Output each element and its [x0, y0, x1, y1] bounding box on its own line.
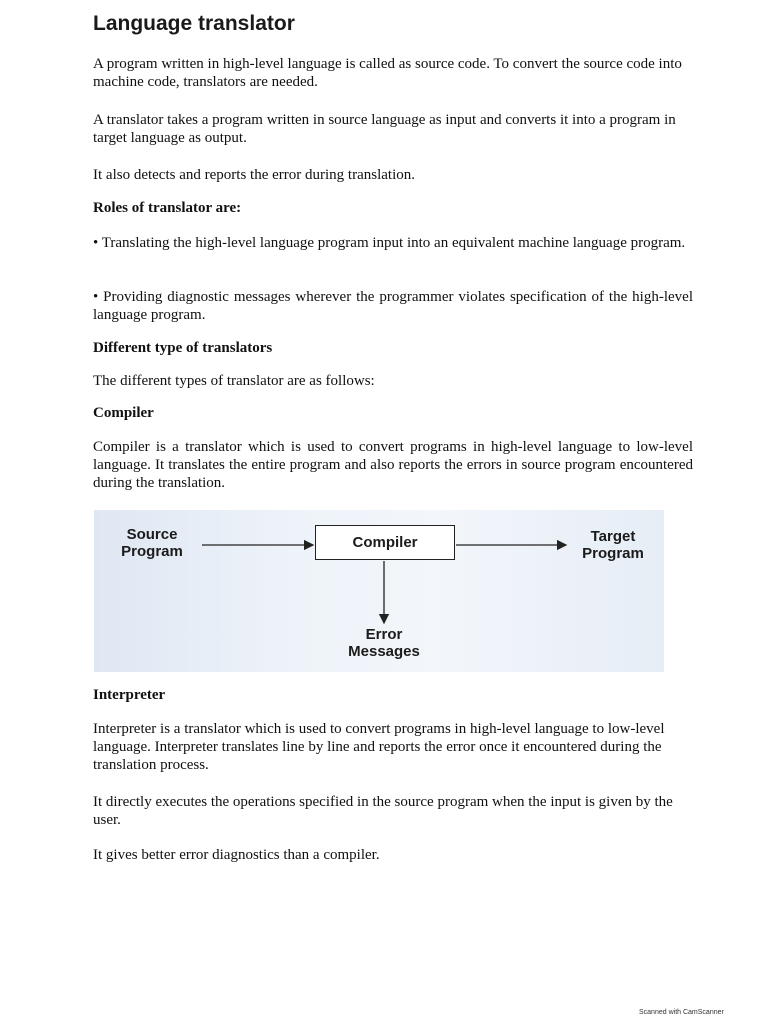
target-label-line-2: Program	[582, 545, 644, 562]
heading-types: Different type of translators	[93, 340, 273, 356]
heading-interpreter: Interpreter	[93, 687, 166, 703]
source-label-line-1: Source	[126, 526, 178, 543]
error-label-line-1: Error	[365, 626, 403, 643]
paragraph-error-detection: It also detects and reports the error during translation.	[93, 167, 415, 183]
paragraph-source-code: A program written in high-level language is called as source code. To convert the source code into machine code, translators are needed.	[93, 56, 682, 90]
paragraph-types-intro: The different types of translator are as follows:	[93, 373, 375, 389]
error-label-line-2: Messages	[348, 643, 420, 660]
source-program-label	[112, 526, 192, 560]
target-label-line-1: Target	[590, 528, 636, 545]
paragraph-interpreter-diagnostics: It gives better error diagnostics than a compiler.	[93, 847, 380, 863]
heading-compiler: Compiler	[93, 405, 154, 421]
page-title: Language translator	[93, 12, 295, 35]
paragraph-compiler: Compiler is a translator which is used to convert programs in high-level language to low-level language. It translates the entire program and also reports the errors in source program encountered during the translation.	[93, 439, 693, 491]
role-item-1: • Translating the high-level language program input into an equivalent machine language program.	[93, 235, 686, 251]
error-messages-label	[334, 626, 434, 660]
compiler-diagram	[94, 510, 664, 672]
paragraph-interpreter: Interpreter is a translator which is used to convert programs in high-level language to low-level language. Interpreter translates line by line and reports the error once it encountered during the translation process.	[93, 721, 665, 773]
compiler-box-label: Compiler	[352, 534, 418, 551]
paragraph-translator-definition: A translator takes a program written in source language as input and converts it into a program in target language as output.	[93, 112, 676, 146]
target-program-label	[568, 528, 658, 562]
role-item-2: • Providing diagnostic messages wherever the programmer violates specification of the high-level language program.	[93, 289, 693, 323]
heading-roles: Roles of translator are:	[93, 200, 242, 216]
scanner-watermark: Scanned with CamScanner	[639, 1009, 724, 1016]
compiler-box	[315, 525, 455, 560]
source-label-line-2: Program	[121, 543, 183, 560]
paragraph-interpreter-execution: It directly executes the operations specified in the source program when the input is given by the user.	[93, 794, 673, 828]
